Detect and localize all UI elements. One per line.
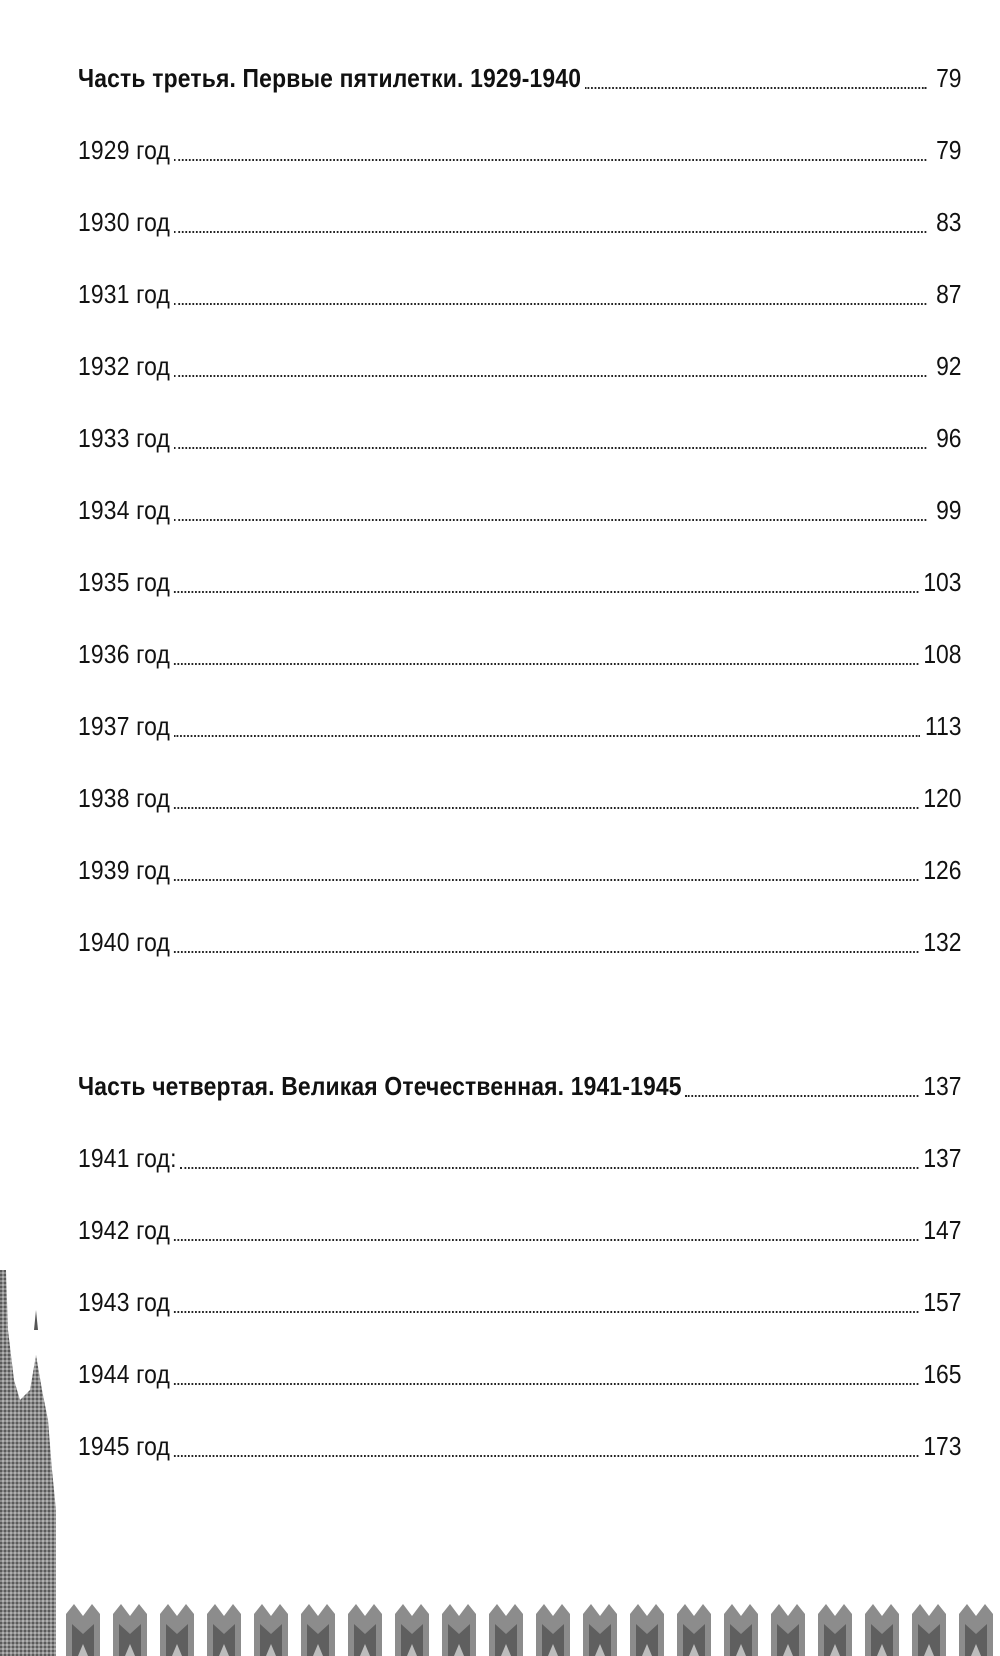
toc-entry-1942[interactable] <box>78 1210 962 1250</box>
toc-entry-1933[interactable] <box>78 418 962 458</box>
dot-leader <box>174 807 918 809</box>
toc-entry-title: 1938 год <box>78 783 171 813</box>
toc-page-number: 92 <box>936 351 962 381</box>
toc-entry-title: 1930 год <box>78 207 171 237</box>
toc-entry-1934[interactable] <box>78 490 962 530</box>
dot-leader <box>174 663 918 665</box>
toc-entry-1943[interactable] <box>78 1282 962 1322</box>
toc-page-number: 99 <box>936 495 962 525</box>
toc-part4-heading[interactable] <box>78 1066 962 1106</box>
toc-entry-1936[interactable] <box>78 634 962 674</box>
toc-entry-title: 1943 год <box>78 1287 171 1317</box>
toc-entry-title: 1945 год <box>78 1431 171 1461</box>
toc-entry-title: 1932 год <box>78 351 171 381</box>
toc-page-number: 103 <box>923 567 962 597</box>
toc-entry-title: 1929 год <box>78 135 171 165</box>
dot-leader <box>685 1095 918 1097</box>
toc-entry-1937[interactable] <box>78 706 962 746</box>
toc-entry-title: 1935 год <box>78 567 171 597</box>
toc-entry-title: 1941 год: <box>78 1143 177 1173</box>
toc-page-number: 79 <box>936 63 962 93</box>
decorative-ornament-band <box>60 1594 1000 1656</box>
dot-leader <box>174 447 927 449</box>
toc-page-number: 79 <box>936 135 962 165</box>
toc-page-number: 173 <box>923 1431 962 1461</box>
dot-leader <box>174 303 927 305</box>
toc-entry-title: 1931 год <box>78 279 171 309</box>
toc-entry-1938[interactable] <box>78 778 962 818</box>
toc-entry-1940[interactable] <box>78 922 962 962</box>
toc-entry-1945[interactable] <box>78 1426 962 1466</box>
toc-page-number: 120 <box>923 783 962 813</box>
toc-entry-title: 1937 год <box>78 711 171 741</box>
dot-leader <box>174 1239 918 1241</box>
dot-leader <box>180 1167 918 1169</box>
toc-entry-title: 1933 год <box>78 423 171 453</box>
toc-page-number: 108 <box>923 639 962 669</box>
dot-leader <box>174 879 918 881</box>
toc-part-title: Часть четвертая. Великая Отечественная. 1941-1945 <box>78 1071 682 1101</box>
dot-leader <box>585 87 927 89</box>
dot-leader <box>174 159 927 161</box>
toc-page-number: 137 <box>923 1071 962 1101</box>
toc-entry-title: 1944 год <box>78 1359 171 1389</box>
toc-entry-title: 1936 год <box>78 639 171 669</box>
toc-entry-1935[interactable] <box>78 562 962 602</box>
toc-entry-title: 1942 год <box>78 1215 171 1245</box>
dot-leader <box>174 1455 918 1457</box>
toc-entry-1939[interactable] <box>78 850 962 890</box>
dot-leader <box>174 1383 918 1385</box>
toc-entry-title: 1934 год <box>78 495 171 525</box>
toc-entry-title: 1940 год <box>78 927 171 957</box>
dot-leader <box>174 735 920 737</box>
toc-page-number: 132 <box>923 927 962 957</box>
toc-page-number: 87 <box>936 279 962 309</box>
toc-entry-1944[interactable] <box>78 1354 962 1394</box>
dot-leader <box>174 375 927 377</box>
toc-entry-1941[interactable] <box>78 1138 962 1178</box>
toc-entry-1930[interactable] <box>78 202 962 242</box>
dot-leader <box>174 1311 918 1313</box>
toc-entry-1929[interactable] <box>78 130 962 170</box>
kremlin-tower-image <box>0 1270 56 1656</box>
toc-page-number: 113 <box>925 711 962 741</box>
toc-page-number: 147 <box>923 1215 962 1245</box>
toc-entry-title: 1939 год <box>78 855 171 885</box>
toc-part3-heading[interactable] <box>78 58 962 98</box>
toc-page-number: 165 <box>923 1359 962 1389</box>
toc-page-number: 137 <box>923 1143 962 1173</box>
toc-page-number: 157 <box>923 1287 962 1317</box>
toc-page-number: 83 <box>936 207 962 237</box>
toc-page-number: 96 <box>936 423 962 453</box>
dot-leader <box>174 591 918 593</box>
dot-leader <box>174 951 918 953</box>
toc-page-number: 126 <box>923 855 962 885</box>
toc-entry-1931[interactable] <box>78 274 962 314</box>
toc-entry-1932[interactable] <box>78 346 962 386</box>
toc-part-title: Часть третья. Первые пятилетки. 1929-1940 <box>78 63 582 93</box>
dot-leader <box>174 231 927 233</box>
dot-leader <box>174 519 927 521</box>
